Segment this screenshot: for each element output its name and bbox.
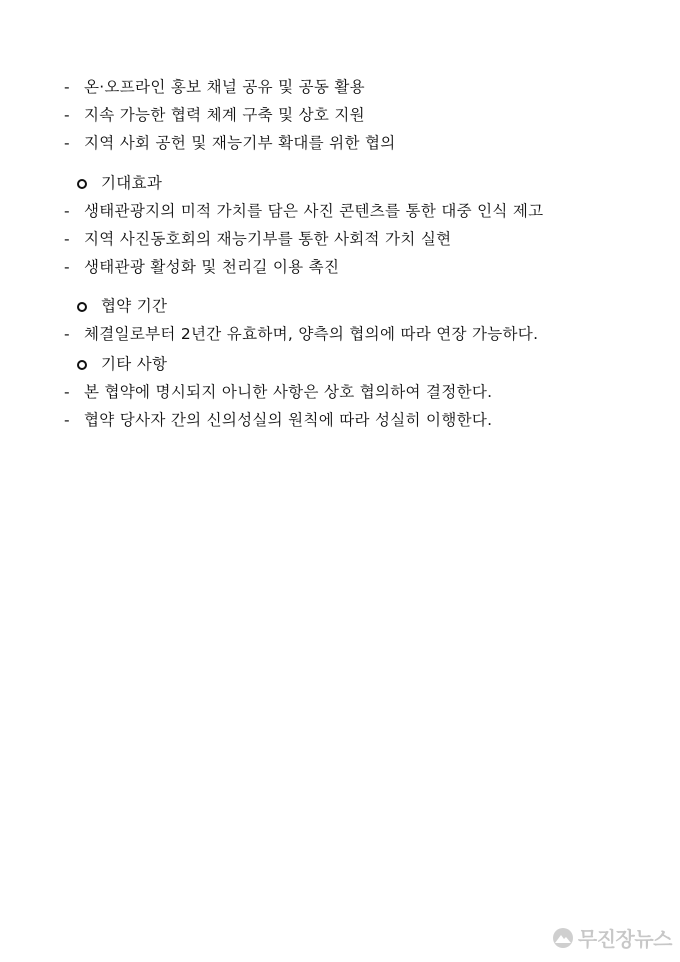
list-item-text: 지역 사회 공헌 및 재능기부 확대를 위한 협의	[84, 134, 396, 152]
dash-bullet: -	[64, 325, 70, 343]
list-item-text: 본 협약에 명시되지 아니한 사항은 상호 협의하여 결정한다.	[84, 383, 493, 401]
section-heading-effects	[77, 172, 162, 194]
list-item	[64, 132, 396, 154]
dash-bullet: -	[64, 134, 70, 152]
section-title: 기타 사항	[101, 355, 168, 373]
circle-bullet-icon	[77, 360, 87, 370]
list-item	[64, 200, 543, 222]
list-item	[64, 323, 538, 345]
section-heading-period	[77, 295, 167, 317]
circle-bullet-icon	[77, 179, 87, 189]
list-item-text: 협약 당사자 간의 신의성실의 원칙에 따라 성실히 이행한다.	[84, 411, 493, 429]
dash-bullet: -	[64, 383, 70, 401]
list-item-text: 체결일로부터 2년간 유효하며, 양측의 협의에 따라 연장 가능하다.	[84, 325, 539, 343]
list-item-text: 생태관광지의 미적 가치를 담은 사진 콘텐츠를 통한 대중 인식 제고	[84, 202, 544, 220]
list-item	[64, 228, 451, 250]
mountain-logo-icon	[552, 927, 574, 949]
list-item	[64, 381, 492, 403]
dash-bullet: -	[64, 202, 70, 220]
circle-bullet-icon	[77, 302, 87, 312]
list-item-text: 지역 사진동호회의 재능기부를 통한 사회적 가치 실현	[84, 230, 452, 248]
section-heading-other	[77, 353, 167, 375]
list-item-text: 생태관광 활성화 및 천리길 이용 촉진	[84, 258, 340, 276]
section-title: 협약 기간	[101, 297, 168, 315]
watermark-text: 무진장뉴스	[577, 927, 672, 951]
list-item-text: 지속 가능한 협력 체계 구축 및 상호 지원	[84, 106, 365, 124]
dash-bullet: -	[64, 106, 70, 124]
dash-bullet: -	[64, 411, 70, 429]
section-title: 기대효과	[101, 174, 163, 192]
list-item-text: 온·오프라인 홍보 채널 공유 및 공동 활용	[84, 78, 365, 96]
dash-bullet: -	[64, 230, 70, 248]
watermark	[552, 923, 672, 952]
list-item	[64, 256, 339, 278]
list-item	[64, 104, 365, 126]
dash-bullet: -	[64, 78, 70, 96]
list-item	[64, 76, 365, 98]
dash-bullet: -	[64, 258, 70, 276]
list-item	[64, 409, 492, 431]
